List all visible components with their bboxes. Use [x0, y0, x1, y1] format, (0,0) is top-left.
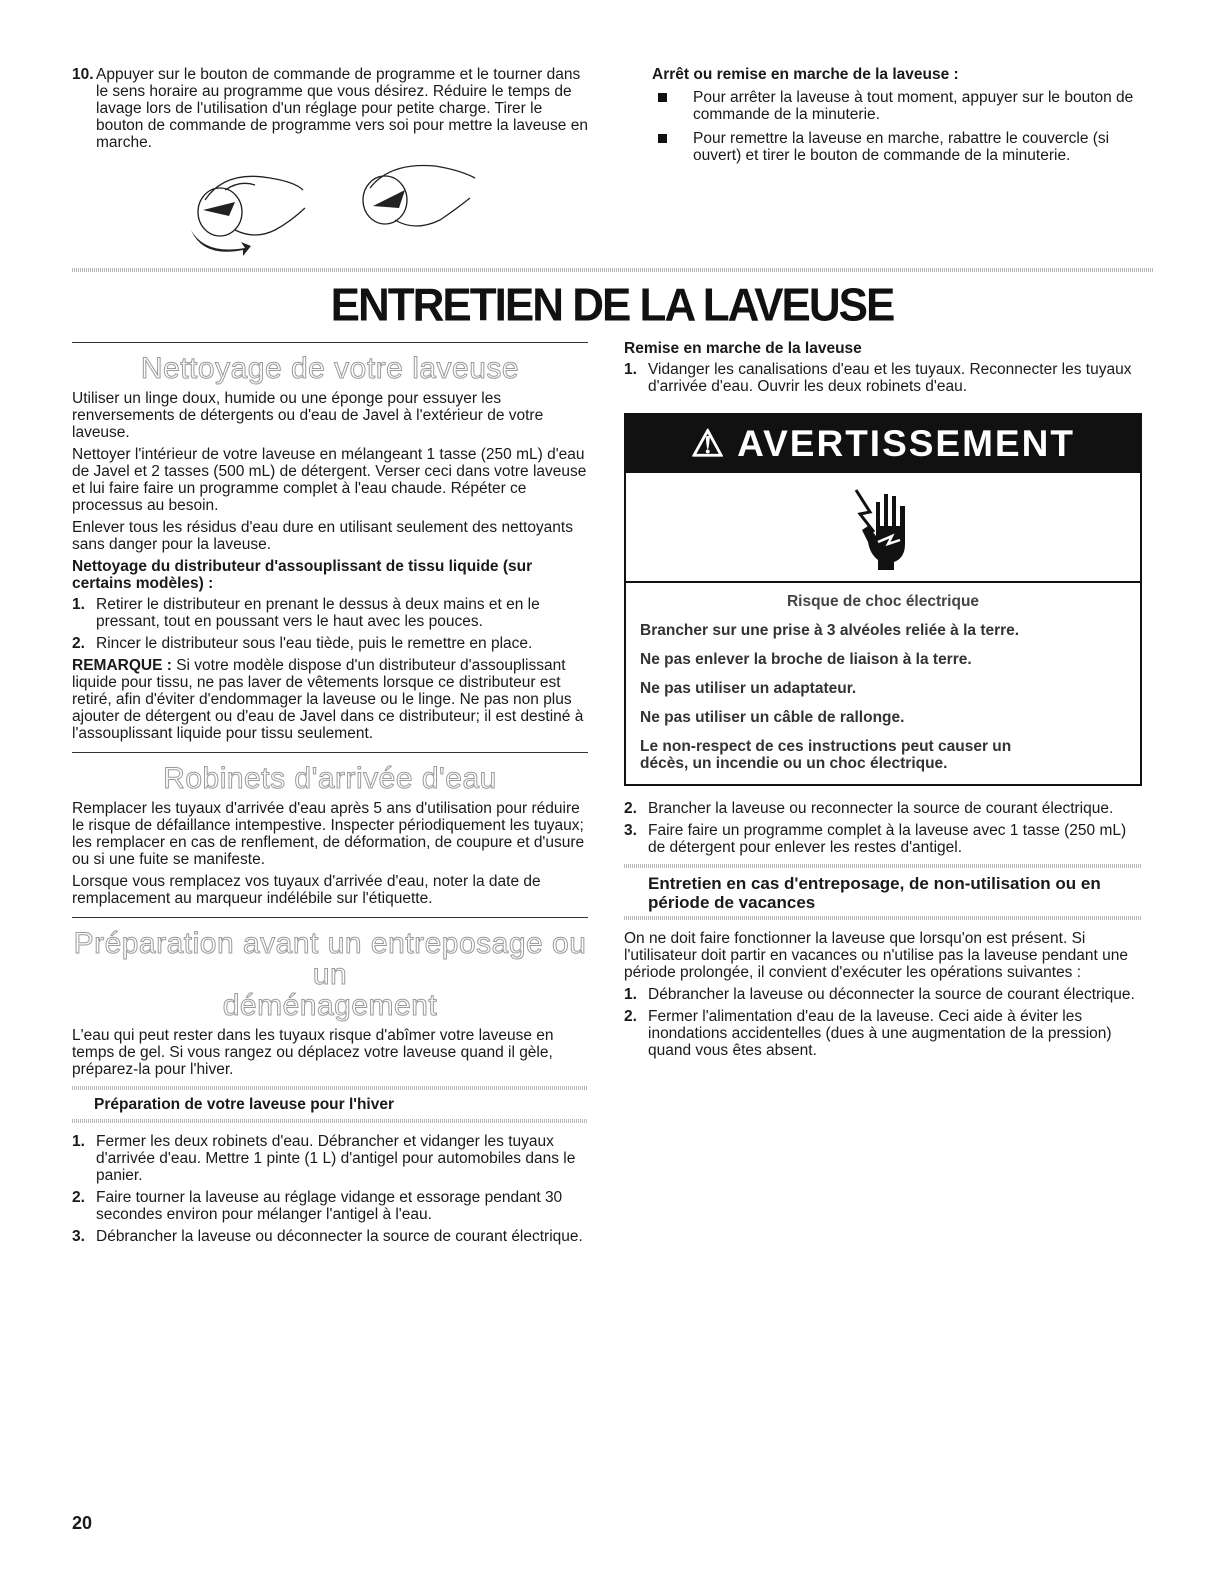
restart-heading: Remise en marche de la laveuse	[624, 340, 862, 357]
paragraph: Enlever tous les résidus d'eau dure en utilisant seulement des nettoyants sans danger pour la laveuse.	[72, 519, 573, 553]
subhead-divider	[72, 1119, 588, 1123]
stop-restart-heading: Arrêt ou remise en marche de la laveuse :	[652, 66, 959, 83]
shock-hazard-icon-area	[626, 473, 1140, 583]
vacation-heading: Entretien en cas d'entreposage, de non-utilisation ou en période de vacances	[648, 874, 1101, 912]
paragraph: On ne doit faire fonctionner la laveuse que lorsqu'on est présent. Si l'utilisateur doit partir en vacances ou n'utilise pas la laveuse pendant une période prolongée, il convient d'exécuter les opérations suivantes :	[624, 930, 1128, 981]
heading-rule	[72, 342, 588, 343]
subhead-divider	[624, 916, 1142, 920]
warning-line: Ne pas enlever la broche de liaison à la terre.	[640, 651, 972, 668]
winter-subhead: Préparation de votre laveuse pour l'hiver	[94, 1096, 395, 1113]
step-item: 1. Fermer les deux robinets d'eau. Débrancher et vidanger les tuyaux d'arrivée d'eau. Mettre 1 pinte (1 L) d'antigel pour automobiles dans le panier.	[72, 1133, 576, 1184]
step-item: 2. Faire tourner la laveuse au réglage vidange et essorage pendant 30 secondes environ pour mélanger l'antigel à l'eau.	[72, 1189, 563, 1223]
step-10	[72, 66, 592, 151]
step-item: 2. Fermer l'alimentation d'eau de la laveuse. Ceci aide à éviter les inondations accidentelles (dues à une augmentation de la pression) quand vous êtes absent.	[624, 1008, 1112, 1059]
right-column	[624, 340, 1142, 1064]
warning-line: Ne pas utiliser un adaptateur.	[640, 680, 857, 697]
warning-line: Brancher sur une prise à 3 alvéoles reliée à la terre.	[640, 622, 1020, 639]
step-item: 1. Vidanger les canalisations d'eau et les tuyaux. Reconnecter les tuyaux d'arrivée d'eau. Ouvrir les deux robinets d'eau.	[624, 361, 1132, 395]
step-item: 3. Faire faire un programme complet à la laveuse avec 1 tasse (250 mL) de détergent pour enlever les restes d'antigel.	[624, 822, 1127, 856]
step-number: 10.	[72, 66, 94, 83]
warning-box	[624, 413, 1142, 786]
bullet-icon	[658, 134, 667, 143]
warning-line: Ne pas utiliser un câble de rallonge.	[640, 709, 905, 726]
paragraph: Remplacer les tuyaux d'arrivée d'eau après 5 ans d'utilisation pour réduire le risque de défaillance intempestive. Inspecter périodiquement les tuyaux; les remplacer en cas de renflement, de déformation, de coupure et d'usure ou si une fuite se manifeste.	[72, 800, 585, 868]
rotate-arrow-icon	[191, 230, 251, 256]
pull-arrow-icon	[373, 190, 405, 208]
cleaning-heading: Nettoyage de votre laveuse	[140, 352, 520, 385]
storage-heading-line2: déménagement	[222, 989, 438, 1022]
page-number: 20	[72, 1513, 93, 1533]
electric-shock-icon	[848, 482, 918, 572]
bullet-item: Pour remettre la laveuse en marche, rabattre le couvercle (si ouvert) et tirer le bouton de commande de la minuterie.	[652, 130, 1152, 164]
left-column	[72, 342, 588, 1250]
warning-header	[626, 415, 1140, 473]
warning-triangle-icon: ⚠	[691, 423, 727, 464]
paragraph: L'eau qui peut rester dans les tuyaux risque d'abîmer votre laveuse en temps de gel. Si vous rangez ou déplacez votre laveuse quand il gèle, préparez-la pour l'hiver.	[72, 1027, 554, 1078]
warning-title: AVERTISSEMENT	[737, 423, 1075, 464]
section-divider	[72, 268, 1154, 272]
warning-line: Risque de choc électrique	[786, 593, 980, 610]
page-title: ENTRETIEN DE LA LAVEUSE	[330, 279, 894, 332]
heading-rule	[72, 917, 588, 918]
subhead-divider	[72, 1086, 588, 1090]
step-item: 3. Débrancher la laveuse ou déconnecter la source de courant électrique.	[72, 1228, 583, 1245]
paragraph: Lorsque vous remplacez vos tuyaux d'arrivée d'eau, noter la date de remplacement au marqueur indélébile sur l'étiquette.	[72, 873, 541, 907]
top-left-section	[72, 66, 592, 156]
step-item: 1. Débrancher la laveuse ou déconnecter la source de courant électrique.	[624, 986, 1135, 1003]
warning-text	[626, 583, 1140, 784]
paragraph: Utiliser un linge doux, humide ou une éponge pour essuyer les renversements de détergents ou d'eau de Javel à l'extérieur de votre laveuse.	[72, 390, 544, 441]
hoses-heading: Robinets d'arrivée d'eau	[163, 762, 497, 795]
bullet-icon	[658, 93, 667, 102]
note: REMARQUE : Si votre modèle dispose d'un distributeur d'assouplissant liquide pour tissu, ne pas laver de vêtements lorsque ce distributeur est retiré, afin d'éviter d'endommager la laveuse ou le linge. Ne pas non plus ajouter de détergent ou d'eau de Javel dans ce distributeur; il est destiné à l'assouplissant liquide pour tissu seulement.	[72, 657, 584, 742]
top-right-section	[652, 66, 1152, 171]
subhead-divider	[624, 864, 1142, 868]
knob-illustration	[185, 160, 485, 260]
storage-heading-line1: Préparation avant un entreposage ou un	[73, 927, 587, 991]
warning-line: Le non-respect de ces instructions peut causer un décès, un incendie ou un choc électrique.	[640, 738, 1012, 772]
step-item: 2. Brancher la laveuse ou reconnecter la source de courant électrique.	[624, 800, 1114, 817]
bullet-item: Pour arrêter la laveuse à tout moment, appuyer sur le bouton de commande de la minuterie.	[652, 89, 1152, 123]
step-item: 2. Rincer le distributeur sous l'eau tiède, puis le remettre en place.	[72, 635, 533, 652]
step-item: 1. Retirer le distributeur en prenant le dessus à deux mains et en le pressant, tout en poussant vers le haut avec les pouces.	[72, 596, 540, 630]
paragraph: Nettoyer l'intérieur de votre laveuse en mélangeant 1 tasse (250 mL) d'eau de Javel et 2 tasses (500 mL) de détergent. Verser ceci dans votre laveuse et lui faire faire un programme complet à l'eau chaude. Répéter ce processus au besoin.	[72, 446, 587, 514]
step-text: Appuyer sur le bouton de commande de programme et le tourner dans le sens horaire au programme que vous désirez. Réduire le temps de lavage lors de l'utilisation d'un réglage pour petite charge. Tirer le bouton de commande de programme vers soi pour mettre la laveuse en marche.	[96, 66, 588, 151]
heading-rule	[72, 752, 588, 753]
dispenser-subhead: Nettoyage du distributeur d'assouplissant de tissu liquide (sur certains modèles) :	[72, 558, 533, 592]
